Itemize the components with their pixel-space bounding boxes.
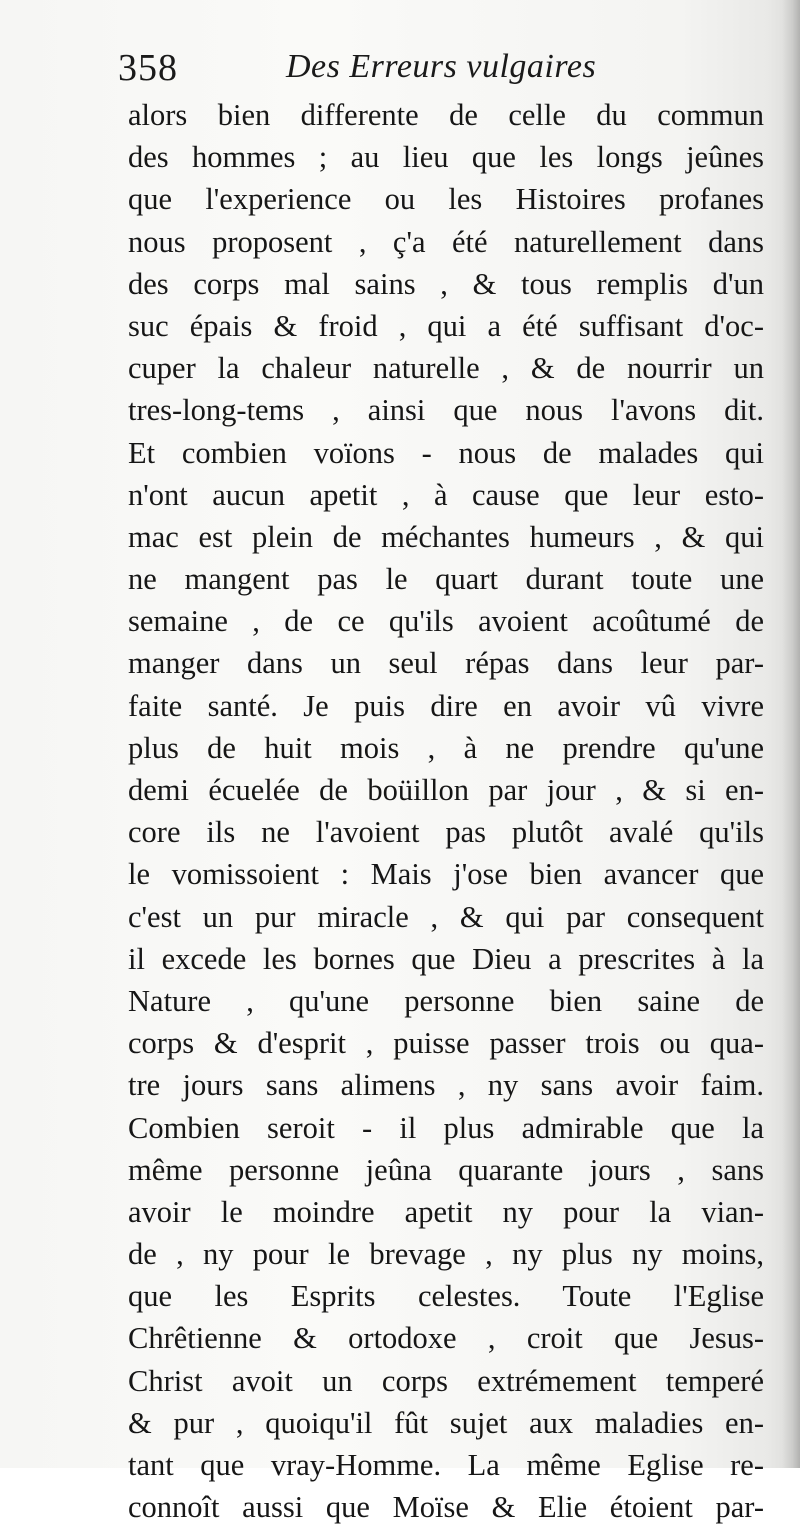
- text-line: Nature , qu'une personne bien saine de: [128, 983, 764, 1018]
- text-line: que les Esprits celestes. Toute l'Eglise: [128, 1279, 764, 1314]
- text-line: même personne jeûna quarante jours , sans: [128, 1152, 764, 1187]
- body-text: [128, 94, 764, 1528]
- text-line: mac est plein de méchantes humeurs , & qui: [128, 519, 764, 554]
- text-line: demi écuelée de boüillon par jour , & si en-: [128, 773, 764, 807]
- text-line: nous proposent , ç'a été naturellement dans: [128, 224, 764, 259]
- text-line: des hommes ; au lieu que les longs jeûnes: [128, 140, 764, 175]
- text-line: suc épais & froid , qui a été suffisant d'oc-: [128, 308, 764, 343]
- text-line: Combien seroit - il plus admirable que la: [128, 1110, 764, 1145]
- text-line: ne mangent pas le quart durant toute une: [128, 562, 764, 597]
- text-line: le vomissoient : Mais j'ose bien avancer que: [128, 857, 764, 892]
- text-line: Chrêtienne & ortodoxe , croit que Jesus-: [128, 1321, 764, 1356]
- text-line: des corps mal sains , & tous remplis d'un: [128, 266, 764, 301]
- text-line: cuper la chaleur naturelle , & de nourrir un: [128, 351, 764, 386]
- text-line: avoir le moindre apetit ny pour la vian-: [128, 1194, 764, 1229]
- text-line: Christ avoit un corps extrémement temperé: [128, 1363, 764, 1398]
- running-title: Des Erreurs vulgaires: [286, 48, 597, 85]
- text-line: de , ny pour le brevage , ny plus ny moins,: [128, 1237, 764, 1272]
- text-line: faite santé. Je puis dire en avoir vû vivre: [128, 688, 764, 723]
- text-line: il excede les bornes que Dieu a prescrites à la: [128, 941, 764, 976]
- text-line: tant que vray-Homme. La même Eglise re-: [128, 1448, 764, 1482]
- text-line: que l'experience ou les Histoires profanes: [128, 182, 764, 217]
- running-head: [118, 46, 638, 96]
- text-line: core ils ne l'avoient pas plutôt avalé qu'ils: [128, 815, 764, 850]
- text-line: c'est un pur miracle , & qui par consequent: [128, 899, 764, 934]
- text-line: tre jours sans alimens , ny sans avoir faim.: [128, 1068, 764, 1103]
- text-line: Et combien voïons - nous de malades qui: [128, 435, 764, 470]
- text-line: semaine , de ce qu'ils avoient acoûtumé de: [128, 604, 764, 639]
- page-edge-shadow: [782, 0, 800, 1468]
- text-line: & pur , quoiqu'il fût sujet aux maladies en-: [128, 1405, 764, 1440]
- text-line: alors bien differente de celle du commun: [128, 98, 764, 132]
- page-number: 358: [118, 47, 178, 89]
- text-line: n'ont aucun apetit , à cause que leur esto-: [128, 477, 764, 512]
- text-line: plus de huit mois , à ne prendre qu'une: [128, 730, 764, 765]
- text-line: corps & d'esprit , puisse passer trois ou qua-: [128, 1026, 764, 1061]
- text-line: tres-long-tems , ainsi que nous l'avons dit.: [128, 393, 764, 428]
- text-line: manger dans un seul répas dans leur par-: [128, 646, 764, 681]
- text-line: connoît aussi que Moïse & Elie étoient par-: [128, 1490, 764, 1525]
